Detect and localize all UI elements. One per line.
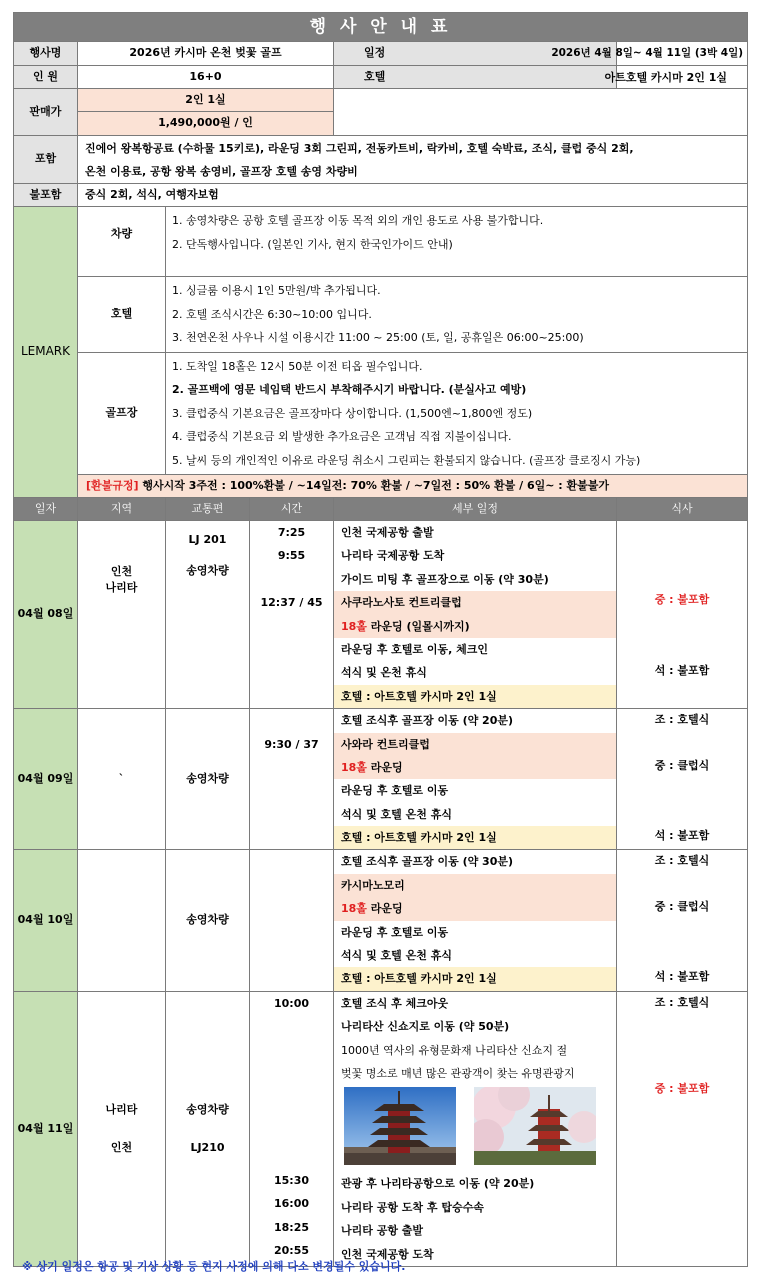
remark-vehicle-item: 2. 단독행사입니다. (일본인 기사, 현지 한국인가이드 안내) [172, 237, 453, 251]
price-room: 2인 1실 [78, 89, 334, 112]
schedule-item: 나리타 국제공항 도착 [341, 549, 445, 563]
remark-hotel-item: 1. 싱글룸 이용시 1인 5만원/박 추가됩니다. [172, 284, 381, 297]
day-region [78, 850, 166, 991]
hotel-item: 호텔 : 아트호텔 카시마 2인 1실 [334, 826, 616, 849]
meal-lunch: 중 : 불포함 [654, 593, 710, 606]
price-label: 판매가 [14, 89, 78, 136]
day-times [250, 709, 334, 850]
day-date: 04월 11일 [14, 991, 78, 1266]
day-region: ` [78, 709, 166, 850]
exclude-label: 불포함 [14, 184, 78, 207]
time-cell: 10:00 [273, 996, 309, 1010]
exclude-value: 중식 2회, 석식, 여행자보험 [78, 184, 748, 207]
event-name: 2026년 카시마 온천 벚꽃 골프 [78, 42, 334, 66]
people-value: 16+0 [78, 66, 334, 89]
schedule-item: 관광 후 나리타공항으로 이동 (약 20분) [341, 1177, 535, 1191]
refund-text: 행사시작 3주전 : 100%환불 / ~14일전: 70% 환불 / ~7일전 : 50% 환불 / 6일~ : 환불불가 [138, 478, 610, 492]
price-amount: 1,490,000원 / 인 [78, 112, 334, 136]
remark-hotel-item: 3. 천연온천 사우나 시설 이용시간 11:00 ~ 25:00 (토, 일, 공휴일은 06:00~25:00) [172, 331, 584, 344]
schedule-item: 석식 및 호텔 온천 휴식 [341, 949, 452, 963]
people-label: 인 원 [14, 66, 78, 89]
day-details [334, 709, 617, 850]
transport-line: 송영차량 [186, 1102, 229, 1116]
schedule-item: 라운딩 후 호텔로 이동 [341, 925, 449, 939]
include-line-2: 온천 이용료, 공항 왕복 송영비, 골프장 호텔 송영 차량비 [85, 164, 358, 178]
meal-lunch: 중 : 클럽식 [654, 900, 710, 914]
day-meals [617, 521, 748, 709]
day-transport: 송영차량 [166, 709, 250, 850]
footer-note: ※ 상기 일정은 항공 및 기상 상황 등 현지 사정에 의해 다소 변경될수 있습니다. [22, 1260, 406, 1273]
remark-golf-item: 2. 골프백에 영문 네임택 반드시 부착해주시기 바랍니다. (분실사고 예방) [172, 383, 527, 396]
golf-course-name: 카시마노모리 [334, 874, 616, 897]
holes-label: 18홀 [341, 902, 367, 916]
meal-breakfast: 조 : 호텔식 [654, 713, 710, 727]
include-label: 포함 [14, 136, 78, 184]
header-date: 일자 [14, 498, 78, 521]
day-meals [617, 850, 748, 991]
meal-dinner: 석 : 불포함 [654, 664, 710, 677]
remark-vehicle-list [166, 207, 748, 277]
day-times [250, 521, 334, 709]
transport-line: 송영차량 [186, 563, 229, 577]
header-meal: 식사 [617, 498, 748, 521]
schedule-item: 나리타 공항 출발 [341, 1224, 424, 1238]
day-row-4 [14, 991, 748, 1266]
time-cell: 20:55 [273, 1243, 309, 1257]
header-details: 세부 일정 [334, 498, 617, 521]
holes-label: 18홀 [341, 619, 367, 633]
day-row-1 [14, 521, 748, 709]
remark-golf-item: 4. 클럽중식 기본요금 외 발생한 추가요금은 고객님 직접 지불이십니다. [172, 430, 512, 443]
header-transport: 교통편 [166, 498, 250, 521]
schedule-item: 가이드 미팅 후 골프장으로 이동 (약 30분) [341, 572, 549, 586]
time-cell: 9:55 [277, 549, 306, 563]
remark-hotel-list [166, 277, 748, 353]
hotel-item: 호텔 : 아트호텔 카시마 2인 1실 [334, 685, 616, 708]
day-region [78, 521, 166, 709]
header-region: 지역 [78, 498, 166, 521]
schedule-item: 인천 국제공항 출발 [341, 526, 434, 539]
transport-line: LJ 201 [188, 532, 227, 546]
day-meals [617, 991, 748, 1266]
remark-hotel-item: 2. 호텔 조식시간은 6:30~10:00 입니다. [172, 307, 372, 321]
time-cell: 16:00 [273, 1197, 309, 1211]
meal-dinner: 석 : 불포함 [654, 970, 710, 984]
pagoda-photo-icon [344, 1087, 456, 1165]
schedule-item: 석식 및 호텔 온천 휴식 [341, 807, 452, 821]
remark-vehicle-label: 차량 [78, 207, 166, 277]
day-row-3 [14, 850, 748, 991]
day-transport [166, 991, 250, 1266]
golf-course-name: 사쿠라노사토 컨트리클럽 [334, 591, 616, 614]
remark-vehicle-item: 1. 송영차량은 공항 호텔 골프장 이동 목적 외의 개인 용도로 사용 불가합니다. [172, 214, 544, 227]
schedule-item: 호텔 조식 후 체크아웃 [341, 996, 449, 1010]
schedule-item: 호텔 조식후 골프장 이동 (약 20분) [341, 714, 514, 728]
schedule-label: 일정 [334, 42, 617, 66]
region-line: 인천 [110, 1140, 133, 1154]
day-date: 04월 09일 [14, 709, 78, 850]
schedule-item: 라운딩 후 호텔로 이동, 체크인 [341, 642, 489, 656]
meal-breakfast: 조 : 호텔식 [654, 995, 710, 1009]
meal-lunch: 중 : 불포함 [654, 1081, 710, 1095]
refund-policy [78, 475, 748, 498]
event-name-label: 행사명 [14, 42, 78, 66]
meal-breakfast: 조 : 호텔식 [654, 854, 710, 868]
day-region [78, 991, 166, 1266]
schedule-item: 라운딩 후 호텔로 이동 [341, 784, 449, 798]
hotel-label: 호텔 [334, 66, 617, 89]
schedule-item: 석식 및 온천 휴식 [341, 666, 427, 680]
region-line: 인천 [110, 564, 133, 578]
remark-golf-list [166, 352, 748, 475]
time-cell: 15:30 [273, 1173, 309, 1187]
schedule-item: 1000년 역사의 유형문화재 나리타산 신쇼지 절 [341, 1043, 568, 1057]
remarks-label: LEMARK [14, 207, 78, 498]
photo-row [334, 1085, 616, 1172]
time-group [250, 1169, 333, 1257]
day-row-2 [14, 709, 748, 850]
hotel-value: 아트호텔 카시마 2인 1실 [617, 66, 748, 89]
day-times [250, 850, 334, 991]
day-details [334, 850, 617, 991]
include-value [78, 136, 748, 184]
meal-lunch: 중 : 클럽식 [654, 759, 710, 773]
page-title: 행 사 안 내 표 [14, 13, 748, 42]
time-cell: 7:25 [277, 526, 306, 539]
hotel-item: 호텔 : 아트호텔 카시마 2인 1실 [334, 967, 616, 990]
schedule-item [334, 756, 616, 779]
remark-golf-item: 3. 클럽중식 기본요금은 골프장마다 상이합니다. (1,500엔~1,800엔 정도) [172, 406, 533, 420]
region-line: 나리타 [105, 580, 138, 594]
time-cell: 12:37 / 45 [260, 596, 323, 610]
day-date: 04월 08일 [14, 521, 78, 709]
schedule-item [334, 897, 616, 920]
round-label: 라운딩 [366, 760, 403, 774]
remark-hotel-label: 호텔 [78, 277, 166, 353]
day-times [250, 991, 334, 1266]
itinerary-table [13, 12, 748, 1267]
pagoda-cherry-blossom-photo-icon [474, 1087, 586, 1165]
schedule-item: 나리타 공항 도착 후 탑승수속 [341, 1200, 484, 1214]
schedule-item: 벚꽃 명소로 매년 많은 관광객이 찾는 유명관광지 [341, 1066, 575, 1080]
transport-line: LJ210 [190, 1140, 225, 1154]
remark-golf-label: 골프장 [78, 352, 166, 475]
header-time: 시간 [250, 498, 334, 521]
time-cell [250, 568, 333, 591]
time-cell: 9:30 / 37 [264, 737, 319, 751]
meal-dinner: 석 : 불포함 [654, 829, 710, 843]
include-line-1: 진에어 왕복항공료 (수하물 15키로), 라운딩 3회 그린피, 전동카트비, 락카비, 호텔 숙박료, 조식, 클럽 중식 2회, [85, 141, 634, 155]
holes-label: 18홀 [341, 760, 367, 774]
day-meals [617, 709, 748, 850]
day-transport [166, 521, 250, 709]
day-date: 04월 10일 [14, 850, 78, 991]
golf-course-name: 사와라 컨트리클럽 [334, 733, 616, 756]
region-line: 나리타 [105, 1102, 138, 1116]
round-label: 라운딩 (일몰시까지) [366, 619, 470, 633]
price-empty [334, 89, 748, 136]
time-cell [250, 709, 333, 732]
time-cell: 18:25 [273, 1220, 309, 1234]
round-label: 라운딩 [366, 902, 403, 916]
day-transport: 송영차량 [166, 850, 250, 991]
day-details [334, 521, 617, 709]
schedule-item: 호텔 조식후 골프장 이동 (약 30분) [341, 855, 514, 869]
schedule-item: 인천 국제공항 도착 [341, 1247, 434, 1261]
day-details [334, 991, 617, 1266]
schedule-item: 나리타산 신쇼지로 이동 (약 50분) [341, 1020, 510, 1034]
remark-golf-item: 1. 도착일 18홀은 12시 50분 이전 티옵 필수입니다. [172, 359, 423, 373]
refund-tag: [환불규정] [86, 478, 139, 492]
schedule-item [334, 615, 616, 638]
schedule-value: 2026년 4월 8일~ 4월 11일 (3박 4일) [617, 42, 748, 66]
remark-golf-item: 5. 날씨 등의 개인적인 이유로 라운딩 취소시 그린피는 환불되지 않습니다. (골프장 클로징시 가능) [172, 453, 641, 467]
